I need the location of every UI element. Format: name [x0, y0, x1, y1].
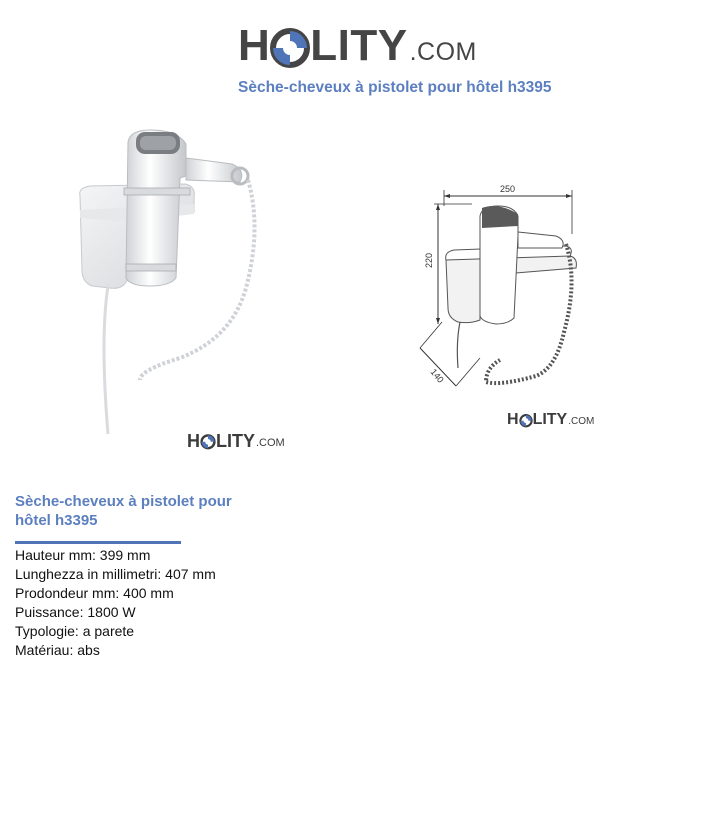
dimension-depth-label: 140 [428, 366, 446, 385]
drawing-watermark [507, 412, 594, 428]
product-heading: Sèche-cheveux à pistolet pour hôtel h3395 [15, 493, 232, 529]
technical-drawing [360, 172, 660, 412]
spec-length: Lunghezza in millimetri: 407 mm [15, 566, 216, 582]
photo-watermark-right: LITY [216, 431, 255, 451]
heading-underline [15, 541, 181, 544]
photo-watermark-o-icon [200, 432, 216, 450]
photo-watermark-suffix: .COM [256, 437, 285, 449]
spec-power: Puissance: 1800 W [15, 604, 136, 620]
logo-o-mark-icon [270, 24, 310, 68]
spec-depth: Prodondeur mm: 400 mm [15, 585, 174, 601]
logo-suffix: .COM [409, 38, 477, 66]
site-logo[interactable] [238, 16, 477, 68]
spec-type: Typologie: a parete [15, 623, 135, 639]
logo-text-left: H [238, 21, 271, 70]
drawing-watermark-o-icon [519, 412, 533, 428]
page-title: Sèche-cheveux à pistolet pour hôtel h3395 [238, 79, 552, 96]
spec-material: Matériau: abs [15, 642, 100, 658]
dimension-width-label: 250 [500, 184, 516, 194]
photo-watermark [187, 432, 285, 450]
drawing-watermark-suffix: .COM [568, 416, 595, 427]
spec-list [15, 546, 216, 660]
photo-watermark-left: H [187, 431, 200, 451]
logo-text-right: LITY [310, 21, 408, 70]
spec-height: Hauteur mm: 399 mm [15, 547, 151, 563]
drawing-watermark-left: H [507, 411, 519, 428]
drawing-watermark-right: LITY [532, 411, 568, 428]
dimension-height-label: 220 [424, 252, 434, 268]
product-photo [0, 118, 305, 478]
